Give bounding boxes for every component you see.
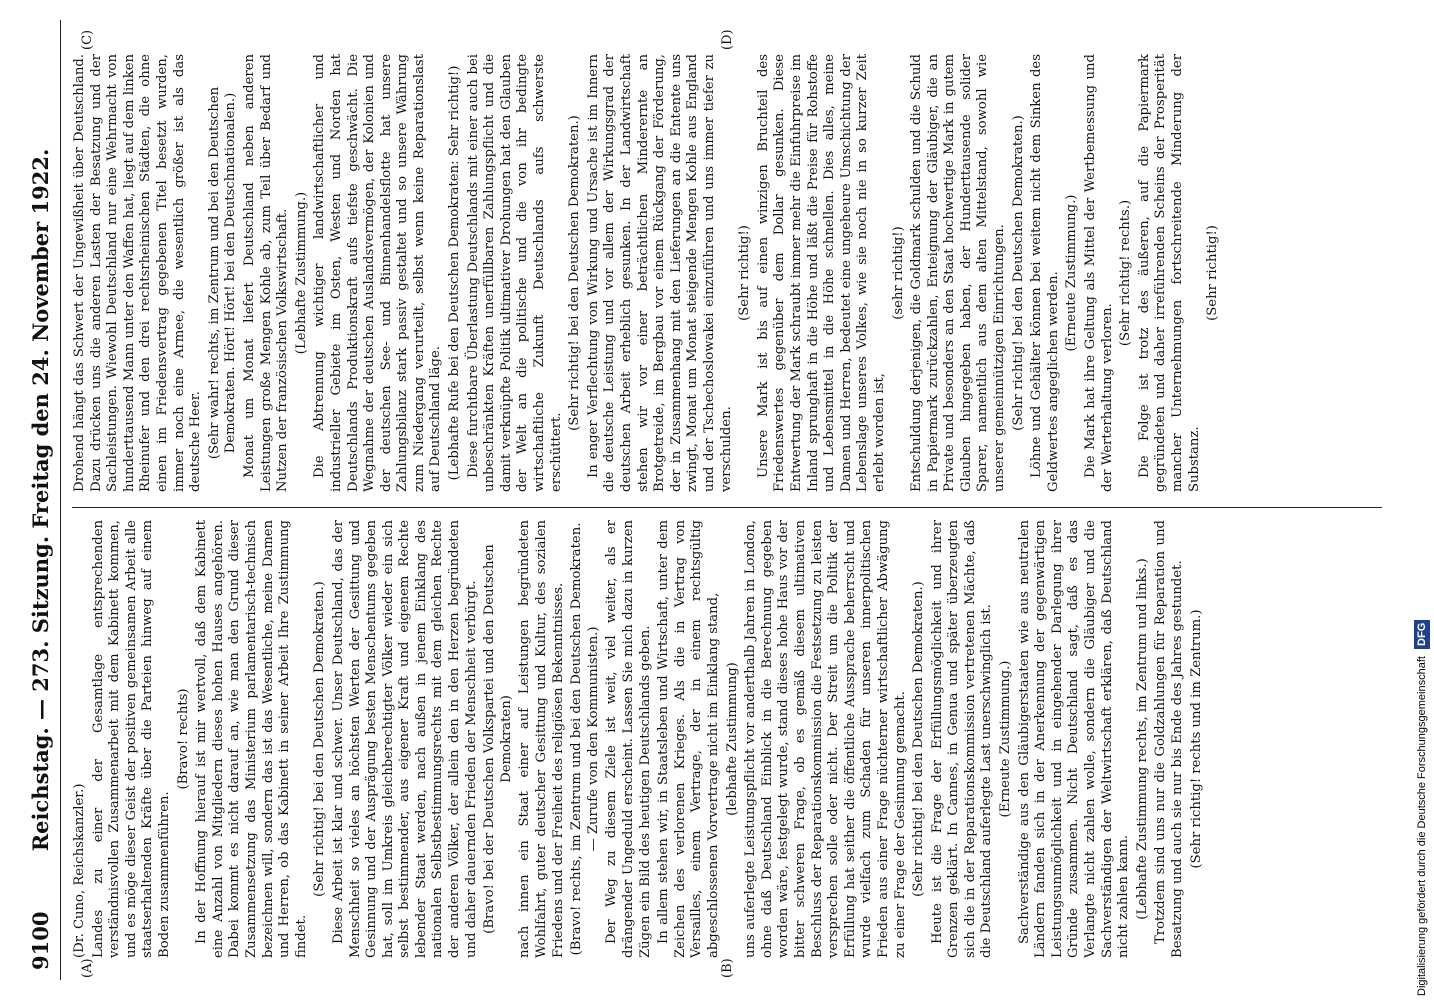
interjection: (Erneute Zustimmung.) (1064, 194, 1080, 352)
interjection: (Sehr wahr! rechts, im Zentrum und bei den Deutschen Demokraten. Hört! Hört! bei den Deutschnationalen.) (206, 86, 239, 460)
interjection: (Sehr richtig! bei den Deutschen Demokraten.) (567, 115, 583, 431)
paragraph: In der Hoffnung hierauf ist mir wertvoll, daß dem Kabinett eine Anzahl von Mitgliedern dieses hohen Hauses angehören. Dabei kommt es nicht darauf an, wie man den Grund dieser Zusammensetzung das Ministerium parlamentarisch-technisch bezeichnen will, sondern das ist das Wesentliche, meine Damen und Herren, ob das Kabinett in seiner Arbeit Ihre Zustimmung findet. (194, 520, 309, 958)
page-number: 9100 (28, 911, 53, 970)
interjection: (Sehr richtig! bei den Deutschen Demokraten.) (312, 581, 328, 897)
paragraph: Entschuldung derjenigen, die Goldmark schulden und die Schuld in Papiermark zurückzahlen, Enteignung der Gläubiger, die an Private und besonders an den Staat hochwertige Mark in gutem Glauben hingegeben haben, der Hunderttausende solider Sparer, namentlich aus dem alten Mittelstand, sowohl wie unserer gemeinnützigen Einrichtungen. (909, 54, 1008, 492)
left-text-column (72, 520, 1382, 958)
dfg-logo: DFG (1414, 620, 1430, 649)
interjection: (Lebhafte Zustimmung rechts, im Zentrum und links.) (1134, 558, 1150, 920)
interjection: (Lebhafte Zustimmung.) (293, 191, 309, 355)
paragraph: Die Mark hat ihre Geltung als Mittel der Wertbemessung und der Werterhaltung verloren. (1083, 54, 1115, 492)
paragraph: (Dr. Cuno, Reichskanzler.) (72, 783, 87, 958)
interjection: (lebhafte Zustimmung) (724, 662, 740, 816)
interjection: (Erneute Zustimmung.) (998, 660, 1014, 818)
paragraph: Monat um Monat liefert Deutschland neben anderen Leistungen große Mengen Kohle ab, zum Teil über Bedarf und Nutzen der französischen Volkswirtschaft. (241, 54, 291, 492)
margin-mark-b: (B) (720, 958, 735, 978)
rotated-document-page (20, 20, 1400, 980)
paragraph: Drohend hängt das Schwert der Ungewißheit über Deutschland. Dazu drücken uns die anderen Lasten der Besatzung und der Sachleistungen. Wiewohl Deutschland nur eine Wehrmacht von hunderttausend Mann unter den Waffen hat, liegt auf dem linken Rheinufer und den drei rechtsrheinischen Städten, die ohne einen im Friedensvertrag gegebenen Titel besetzt wurden, immer noch eine Armee, die wesentlich größer ist als das deutsche Heer. (72, 54, 204, 492)
paragraph: Die Folge ist trotz des äußeren, auf die Papiermark gegründeten und daher irreführenden Scheins der Prosperität mancher Unternehmungen fortschreitende Minderung der Substanz. (1136, 54, 1202, 492)
paragraph: In enger Verflechtung von Wirkung und Ursache ist im Innern die deutsche Leistung und vor allem der Wirkungsgrad der deutschen Arbeit erheblich gesunken. In der Landwirtschaft stehen wir vor einer beträchtlichen Minderernte an Brotgetreide, im Bergbau vor einem Rückgang der Förderung, der in Zusammenhang mit den Lieferungen an die Entente uns zwingt, Monat um Monat steigende Mengen Kohle aus England und der Tschechoslowakei einzuführen und uns immer tiefer zu verschulden. (585, 54, 734, 492)
interjection: (Lebhafte Rufe bei den Deutschen Demokraten: Sehr richtig!) (447, 65, 463, 481)
paragraph: Unsere Mark ist bis auf einen winzigen Bruchteil des Friedenswertes gegenüber dem Dollar gesunken. Diese Entwertung der Mark schraubt immer mehr die Einfuhrpreise im Inland sprunghaft in die Höhe und läßt die Preise für Rohstoffe und Lebensmittel in die Höhe schnellen. Dies alles, meine Damen und Herren, bedeutet eine ungeheure Umschichtung der Lebenslage unseres Volkes, wie sie noch nie in so kurzer Zeit erlebt worden ist, (755, 54, 887, 492)
page-header (20, 20, 61, 980)
interjection: (Sehr richtig! bei den Deutschen Demokraten.) (1010, 115, 1026, 431)
paragraph: Heute ist die Frage der Erfüllungsmöglichkeit und ihrer Grenzen geklärt. In Cannes, in Genua und später überzeugten sich die in der Reparationskommission vertretenen Mächte, daß die Deutschland auferlegte Last unerschwinglich ist. (929, 520, 995, 958)
paragraph: Diese Arbeit ist klar und schwer. Unser Deutschland, das der Menschheit so vieles an höchsten Werten der Gesittung und Gesinnung und der Ausprägung besten Menschentums gegeben hat, soll im Umkreis gleichberechtigter Völker wieder ein sich selbst bestimmender, aus eigener Kraft und eigenem Rechte lebender Staat werden, nach außen in jenem Einklang des nationalen Selbstbestimmungsrechts mit dem gleichen Rechte der anderen Völker, der allein den in den Herzen begründeten und daher dauernden Frieden der Menschheit verbürgt. (330, 520, 479, 958)
paragraph: In allem stehen wir, in Staatsleben und Wirtschaft, unter dem Zeichen des verlorenen Krieges. Als die in Vertrag von Versailles, einem Vertrage, der in einem rechtsgültig abgeschlossenen Vorvertrage nicht im Einklang stand, (656, 520, 721, 958)
paragraph: Sachverständige aus den Gläubigerstaaten wie aus neutralen Ländern fanden sich in der Anerkennung der gegenwärtigen Leistungsunmöglichkeit und in eingehender Darlegung ihrer Gründe zusammen. Nicht Deutschland sagt, daß es das Verlangte nicht zahlen wolle, sondern die Gläubiger und die Sachverständigen der Weltwirtschaft erklären, daß Deutschland nicht zahlen kann. (1016, 520, 1132, 958)
right-text-column (72, 54, 1382, 492)
paragraph: uns auferlegte Leistungspflicht vor anderthalb Jahren in London, ohne daß Deutschland Einblick in die Berechnung gegeben worden wäre, festgelegt wurde, stand dieses hohe Haus vor der bitter schweren Frage, ob es gemäß diesem ultimativen Beschluss der Reparationskommission die Festsetzung zu leisten versprechen solle oder nicht. Der Streit um die Politik der Erfüllung hat seither die öffentliche Aussprache beherrscht und wurde vielfach zum Schaden für unseren innerpolitischen Frieden aus einer Frage nüchterner wirtschaftlicher Abwägung zu einer Frage der Gesinnung gemacht. (743, 520, 908, 958)
interjection: (Sehr richtig!) (737, 225, 753, 321)
paragraph: Trotzdem sind uns nur die Goldzahlungen für Reparation und Besatzung und auch sie nur bis Ende des Jahres gestundet. (1153, 520, 1185, 958)
paragraph: Löhne und Gehälter können bei weitem nicht dem Sinken des Geldwertes angeglichen werden. (1029, 54, 1061, 492)
interjection: (Bravo! rechts) (175, 688, 191, 790)
paragraph: Landes zu einer der Gesamtlage entsprechenden verständnisvollen Zusammenarbeit mit dem Kabinett kommen, und es möge dieser Geist der positiven gemeinsamen Arbeit alle staatserhaltenden Kräfte über die Parteien hinweg auf einem Boden zusammenführen. (90, 520, 172, 958)
interjection: (Sehr richtig! rechts und im Zentrum.) (1188, 609, 1204, 869)
interjection: (sehr richtig!) (890, 226, 906, 320)
margin-mark-c: (C) (80, 29, 95, 50)
paragraph: Der Weg zu diesem Ziele ist weit, viel weiter, als er drängender Ungeduld erscheint. Lassen Sie mich dazu in kurzen Zügen ein Bild des heutigen Deutschlands geben. (604, 520, 653, 958)
interjection: (Bravo! rechts, im Zentrum und bei den Deutschen Demokraten. — Zurufe von den Kommunisten.) (569, 522, 601, 956)
margin-mark-d: (D) (720, 29, 735, 50)
interjection: (Sehr richtig!) (1205, 225, 1221, 321)
interjection: (Bravo! bei der Deutschen Volkspartei und den Deutschen Demokraten) (482, 544, 514, 934)
digitization-credit (1414, 6, 1430, 996)
credit-text: Digitalisierung gefördert durch die Deutsche Forschungsgemeinschaft (1416, 656, 1428, 996)
paragraph: nach innen ein Staat einer auf Leistungen begründeten Wohlfahrt, guter deutscher Gesittung und Kultur, des sozialen Friedens und der Freiheit des religiösen Bekenntnisses. (517, 520, 566, 958)
interjection: (Sehr richtig! rechts.) (1118, 199, 1134, 347)
running-title: Reichstag. — 273. Sitzung. Freitag den 24. November 1922. (28, 148, 53, 852)
paragraph: Die Abtrennung wichtiger landwirtschaftlicher und industrieller Gebiete im Osten, Westen und Norden hat Deutschlands Produktionskraft aufs tiefste geschwächt. Die Wegnahme der deutschen Auslandsvermögen, der Kolonien und der deutschen See- und Binnenhandelsflotte hat unsere Zahlungsbilanz stark passiv gestaltet und so unsere Währung zum Niedergang verurteilt, selbst wenn keine Reparationslast auf Deutschland läge. (312, 54, 444, 492)
paragraph: Diese furchtbare Überlastung Deutschlands mit einer auch bei unbeschränkten Kräften unerfüllbaren Zahlungspflicht und die damit verknüpfte Politik ultimativer Drohungen hat den Glauben der Welt an die politische und die von ihr bedingte wirtschaftliche Zukunft Deutschlands aufs schwerste erschüttert. (465, 54, 564, 492)
column-divider (72, 507, 1382, 508)
credit-line (1414, 6, 1430, 996)
margin-mark-a: (A) (80, 958, 95, 978)
interjection: (Sehr richtig! bei den Deutschen Demokraten.) (911, 581, 927, 897)
